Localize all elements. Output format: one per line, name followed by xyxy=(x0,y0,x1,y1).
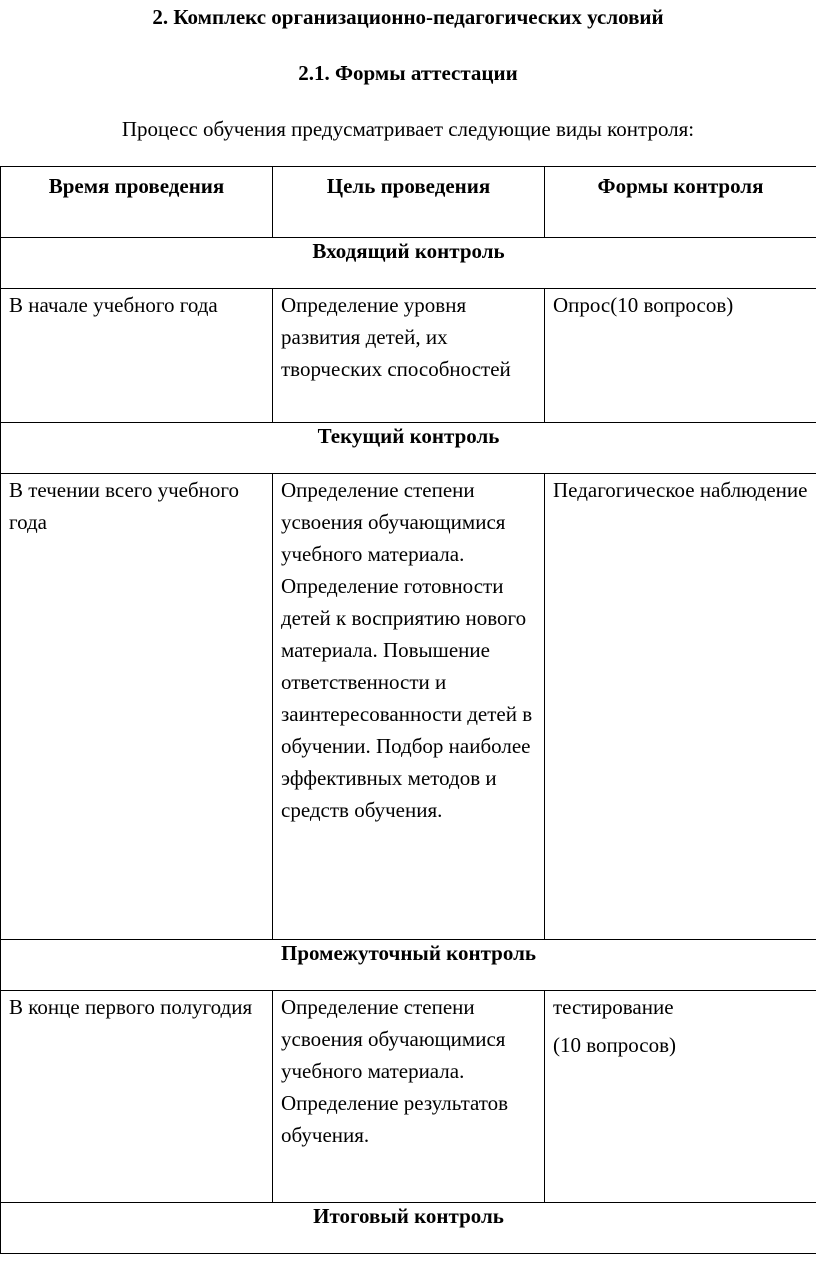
section-title-final: Итоговый контроль xyxy=(1,1203,816,1254)
table-row xyxy=(1,991,816,1203)
document-heading: 2. Комплекс организационно-педагогических условий xyxy=(152,5,664,29)
cell-goal: Определение степени усвоения обучающимися учебного материала. Определение результатов обучения. xyxy=(273,991,545,1203)
table-header-row xyxy=(1,167,816,238)
cell-time: В начале учебного года xyxy=(1,289,273,423)
section-row-intermediate xyxy=(1,940,816,991)
cell-form xyxy=(545,991,816,1203)
intro-paragraph: Процесс обучения предусматривает следующие виды контроля: xyxy=(121,117,695,141)
section-title-current: Текущий контроль xyxy=(1,423,816,474)
section-row-incoming xyxy=(1,238,816,289)
control-table xyxy=(0,166,816,1254)
table-row xyxy=(1,474,816,940)
section-row-final xyxy=(1,1203,816,1254)
header-form: Формы контроля xyxy=(545,167,816,238)
cell-goal: Определение уровня развития детей, их творческих способностей xyxy=(273,289,545,423)
cell-time: В течении всего учебного года xyxy=(1,474,273,940)
cell-goal: Определение степени усвоения обучающимися учебного материала. Определение готовности детей к восприятию нового материала. Повышение ответственности и заинтересованности детей в обучении. Подбор наиболее эффективных методов и средств обучения. xyxy=(273,474,545,940)
cell-time: В конце первого полугодия xyxy=(1,991,273,1203)
form-label: тестирование xyxy=(553,995,674,1019)
section-heading: 2.1. Формы аттестации xyxy=(298,61,518,85)
header-time: Время проведения xyxy=(1,167,273,238)
section-title-intermediate: Промежуточный контроль xyxy=(1,940,816,991)
cell-form: Опрос(10 вопросов) xyxy=(545,289,816,423)
section-title-incoming: Входящий контроль xyxy=(1,238,816,289)
header-goal: Цель проведения xyxy=(273,167,545,238)
form-detail: (10 вопросов) xyxy=(553,1033,677,1057)
section-row-current xyxy=(1,423,816,474)
table-row xyxy=(1,289,816,423)
cell-form: Педагогическое наблюдение xyxy=(545,474,816,940)
